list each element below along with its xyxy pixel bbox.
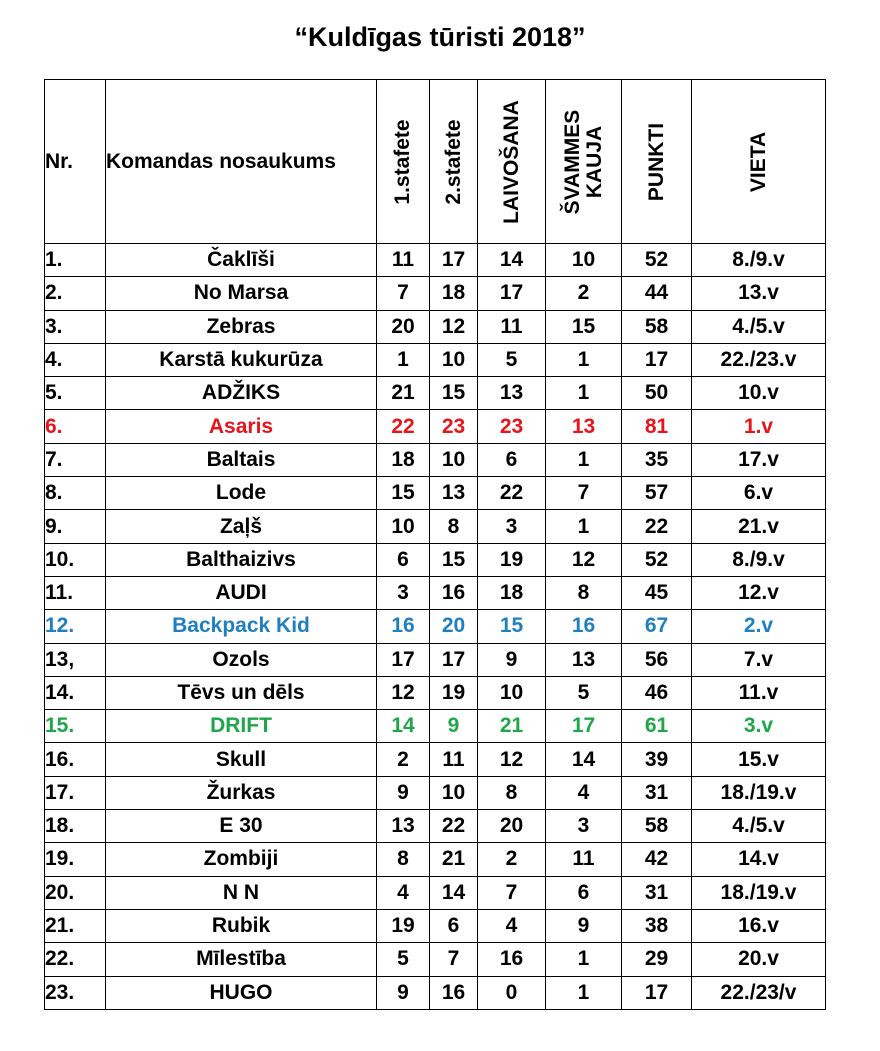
score-stafete-2: 12 [430, 310, 478, 343]
score-stafete-1: 15 [377, 477, 430, 510]
table-row [45, 244, 826, 277]
team-nr: 6. [45, 410, 106, 443]
total-points: 29 [622, 943, 692, 976]
table-row [45, 743, 826, 776]
placement: 7.v [692, 643, 826, 676]
table-row [45, 710, 826, 743]
table-row [45, 943, 826, 976]
score-stafete-1: 1 [377, 343, 430, 376]
score-stafete-1: 16 [377, 610, 430, 643]
header-punkti [622, 80, 692, 244]
score-stafete-2: 20 [430, 610, 478, 643]
score-svammes-kauja: 1 [546, 976, 622, 1009]
table-row [45, 909, 826, 942]
team-name: Tēvs un dēls [106, 676, 377, 709]
table-row [45, 876, 826, 909]
team-nr: 5. [45, 377, 106, 410]
placement: 3.v [692, 710, 826, 743]
score-stafete-1: 9 [377, 976, 430, 1009]
team-name: Mīlestība [106, 943, 377, 976]
score-svammes-kauja: 14 [546, 743, 622, 776]
team-name: Asaris [106, 410, 377, 443]
table-row [45, 676, 826, 709]
score-stafete-1: 17 [377, 643, 430, 676]
header-vieta [692, 80, 826, 244]
score-stafete-2: 10 [430, 343, 478, 376]
total-points: 17 [622, 976, 692, 1009]
table-row [45, 277, 826, 310]
team-name: Lode [106, 477, 377, 510]
team-name: DRIFT [106, 710, 377, 743]
placement: 6.v [692, 477, 826, 510]
total-points: 31 [622, 776, 692, 809]
placement: 20.v [692, 943, 826, 976]
score-svammes-kauja: 2 [546, 277, 622, 310]
score-svammes-kauja: 1 [546, 377, 622, 410]
score-svammes-kauja: 13 [546, 410, 622, 443]
total-points: 67 [622, 610, 692, 643]
total-points: 58 [622, 310, 692, 343]
score-stafete-1: 5 [377, 943, 430, 976]
header-stafete-1-label: 1.stafete [390, 118, 414, 205]
score-stafete-2: 16 [430, 976, 478, 1009]
total-points: 35 [622, 443, 692, 476]
placement: 12.v [692, 576, 826, 609]
score-stafete-2: 7 [430, 943, 478, 976]
total-points: 44 [622, 277, 692, 310]
score-svammes-kauja: 3 [546, 810, 622, 843]
score-laivosana: 4 [478, 909, 546, 942]
team-nr: 23. [45, 976, 106, 1009]
team-nr: 8. [45, 477, 106, 510]
score-stafete-1: 20 [377, 310, 430, 343]
team-nr: 22. [45, 943, 106, 976]
score-laivosana: 6 [478, 443, 546, 476]
page-title: “Kuldīgas tūristi 2018” [294, 22, 586, 52]
score-stafete-2: 15 [430, 543, 478, 576]
header-nr: Nr. [45, 80, 106, 244]
score-stafete-2: 6 [430, 909, 478, 942]
score-svammes-kauja: 1 [546, 943, 622, 976]
table-row [45, 543, 826, 576]
placement: 15.v [692, 743, 826, 776]
table-row [45, 843, 826, 876]
team-name: Karstā kukurūza [106, 343, 377, 376]
team-nr: 16. [45, 743, 106, 776]
team-nr: 7. [45, 443, 106, 476]
team-nr: 10. [45, 543, 106, 576]
score-svammes-kauja: 6 [546, 876, 622, 909]
score-svammes-kauja: 10 [546, 244, 622, 277]
header-punkti-label: PUNKTI [644, 122, 668, 201]
placement: 11.v [692, 676, 826, 709]
placement: 22./23/v [692, 976, 826, 1009]
score-stafete-1: 18 [377, 443, 430, 476]
placement: 13.v [692, 277, 826, 310]
score-stafete-2: 8 [430, 510, 478, 543]
team-nr: 18. [45, 810, 106, 843]
score-laivosana: 18 [478, 576, 546, 609]
results-body [45, 244, 826, 1010]
score-svammes-kauja: 1 [546, 443, 622, 476]
score-laivosana: 12 [478, 743, 546, 776]
team-nr: 1. [45, 244, 106, 277]
score-laivosana: 19 [478, 543, 546, 576]
placement: 2.v [692, 610, 826, 643]
table-row [45, 976, 826, 1009]
placement: 8./9.v [692, 543, 826, 576]
placement: 1.v [692, 410, 826, 443]
team-nr: 19. [45, 843, 106, 876]
placement: 8./9.v [692, 244, 826, 277]
score-laivosana: 15 [478, 610, 546, 643]
team-nr: 21. [45, 909, 106, 942]
score-laivosana: 8 [478, 776, 546, 809]
score-stafete-1: 4 [377, 876, 430, 909]
table-row [45, 610, 826, 643]
header-stafete-1 [377, 80, 430, 244]
header-svammes-kauja [546, 80, 622, 244]
total-points: 52 [622, 543, 692, 576]
score-stafete-2: 11 [430, 743, 478, 776]
score-stafete-1: 22 [377, 410, 430, 443]
score-stafete-2: 17 [430, 244, 478, 277]
table-row [45, 776, 826, 809]
score-svammes-kauja: 1 [546, 343, 622, 376]
placement: 4./5.v [692, 310, 826, 343]
score-svammes-kauja: 17 [546, 710, 622, 743]
total-points: 31 [622, 876, 692, 909]
score-laivosana: 10 [478, 676, 546, 709]
score-stafete-1: 9 [377, 776, 430, 809]
total-points: 39 [622, 743, 692, 776]
score-stafete-2: 16 [430, 576, 478, 609]
team-name: Žurkas [106, 776, 377, 809]
team-name: Zebras [106, 310, 377, 343]
placement: 21.v [692, 510, 826, 543]
score-laivosana: 11 [478, 310, 546, 343]
team-name: Čaklīši [106, 244, 377, 277]
header-laivosana-label: LAIVOŠANA [499, 99, 523, 224]
team-name: Ozols [106, 643, 377, 676]
score-svammes-kauja: 16 [546, 610, 622, 643]
score-stafete-1: 13 [377, 810, 430, 843]
team-name: AUDI [106, 576, 377, 609]
team-nr: 13, [45, 643, 106, 676]
team-nr: 12. [45, 610, 106, 643]
score-laivosana: 20 [478, 810, 546, 843]
score-svammes-kauja: 5 [546, 676, 622, 709]
header-svammes-kauja-label [561, 109, 605, 214]
table-row [45, 377, 826, 410]
score-laivosana: 3 [478, 510, 546, 543]
score-stafete-1: 12 [377, 676, 430, 709]
total-points: 52 [622, 244, 692, 277]
table-row [45, 510, 826, 543]
score-stafete-2: 13 [430, 477, 478, 510]
team-nr: 9. [45, 510, 106, 543]
team-name: Baltais [106, 443, 377, 476]
team-nr: 14. [45, 676, 106, 709]
table-row [45, 343, 826, 376]
score-laivosana: 5 [478, 343, 546, 376]
score-stafete-2: 9 [430, 710, 478, 743]
score-stafete-2: 10 [430, 443, 478, 476]
score-stafete-2: 10 [430, 776, 478, 809]
score-laivosana: 2 [478, 843, 546, 876]
placement: 18./19.v [692, 876, 826, 909]
score-stafete-1: 11 [377, 244, 430, 277]
score-stafete-1: 19 [377, 909, 430, 942]
score-laivosana: 21 [478, 710, 546, 743]
score-laivosana: 13 [478, 377, 546, 410]
score-laivosana: 22 [478, 477, 546, 510]
team-nr: 3. [45, 310, 106, 343]
team-name: Backpack Kid [106, 610, 377, 643]
score-laivosana: 14 [478, 244, 546, 277]
header-svammes-line2: KAUJA [582, 125, 606, 198]
score-svammes-kauja: 1 [546, 510, 622, 543]
score-stafete-2: 22 [430, 810, 478, 843]
team-name: ADŽIKS [106, 377, 377, 410]
total-points: 56 [622, 643, 692, 676]
team-nr: 17. [45, 776, 106, 809]
table-row [45, 477, 826, 510]
team-nr: 4. [45, 343, 106, 376]
score-stafete-2: 19 [430, 676, 478, 709]
total-points: 46 [622, 676, 692, 709]
placement: 22./23.v [692, 343, 826, 376]
total-points: 22 [622, 510, 692, 543]
team-nr: 15. [45, 710, 106, 743]
total-points: 17 [622, 343, 692, 376]
score-laivosana: 23 [478, 410, 546, 443]
score-laivosana: 16 [478, 943, 546, 976]
placement: 16.v [692, 909, 826, 942]
total-points: 81 [622, 410, 692, 443]
team-name: No Marsa [106, 277, 377, 310]
table-row [45, 410, 826, 443]
table-row [45, 810, 826, 843]
team-nr: 2. [45, 277, 106, 310]
score-stafete-1: 6 [377, 543, 430, 576]
score-stafete-1: 7 [377, 277, 430, 310]
score-svammes-kauja: 12 [546, 543, 622, 576]
score-laivosana: 0 [478, 976, 546, 1009]
total-points: 42 [622, 843, 692, 876]
score-stafete-1: 2 [377, 743, 430, 776]
score-svammes-kauja: 9 [546, 909, 622, 942]
score-stafete-1: 8 [377, 843, 430, 876]
score-svammes-kauja: 13 [546, 643, 622, 676]
score-svammes-kauja: 11 [546, 843, 622, 876]
team-name: Balthaizivs [106, 543, 377, 576]
header-row [45, 80, 826, 244]
team-name: Rubik [106, 909, 377, 942]
score-stafete-2: 17 [430, 643, 478, 676]
team-name: Zombiji [106, 843, 377, 876]
score-stafete-2: 15 [430, 377, 478, 410]
placement: 4./5.v [692, 810, 826, 843]
team-name: Zaļš [106, 510, 377, 543]
score-stafete-2: 23 [430, 410, 478, 443]
team-nr: 11. [45, 576, 106, 609]
header-svammes-line1: ŠVAMMES [560, 109, 584, 214]
team-name: HUGO [106, 976, 377, 1009]
table-row [45, 310, 826, 343]
score-stafete-1: 14 [377, 710, 430, 743]
results-table [44, 79, 826, 1010]
score-laivosana: 17 [478, 277, 546, 310]
total-points: 38 [622, 909, 692, 942]
score-svammes-kauja: 4 [546, 776, 622, 809]
team-name: N N [106, 876, 377, 909]
table-row [45, 443, 826, 476]
score-svammes-kauja: 15 [546, 310, 622, 343]
total-points: 45 [622, 576, 692, 609]
score-stafete-2: 21 [430, 843, 478, 876]
header-stafete-2-label: 2.stafete [441, 118, 465, 205]
score-stafete-1: 21 [377, 377, 430, 410]
header-stafete-2 [430, 80, 478, 244]
table-row [45, 576, 826, 609]
score-laivosana: 7 [478, 876, 546, 909]
score-laivosana: 9 [478, 643, 546, 676]
total-points: 57 [622, 477, 692, 510]
team-name: E 30 [106, 810, 377, 843]
score-svammes-kauja: 8 [546, 576, 622, 609]
total-points: 58 [622, 810, 692, 843]
placement: 18./19.v [692, 776, 826, 809]
header-vieta-label: VIETA [746, 131, 770, 192]
score-stafete-1: 10 [377, 510, 430, 543]
placement: 10.v [692, 377, 826, 410]
placement: 14.v [692, 843, 826, 876]
total-points: 61 [622, 710, 692, 743]
score-stafete-2: 18 [430, 277, 478, 310]
table-row [45, 643, 826, 676]
total-points: 50 [622, 377, 692, 410]
header-team-name: Komandas nosaukums [106, 80, 377, 244]
placement: 17.v [692, 443, 826, 476]
score-svammes-kauja: 7 [546, 477, 622, 510]
team-nr: 20. [45, 876, 106, 909]
team-name: Skull [106, 743, 377, 776]
score-stafete-2: 14 [430, 876, 478, 909]
header-laivosana [478, 80, 546, 244]
score-stafete-1: 3 [377, 576, 430, 609]
